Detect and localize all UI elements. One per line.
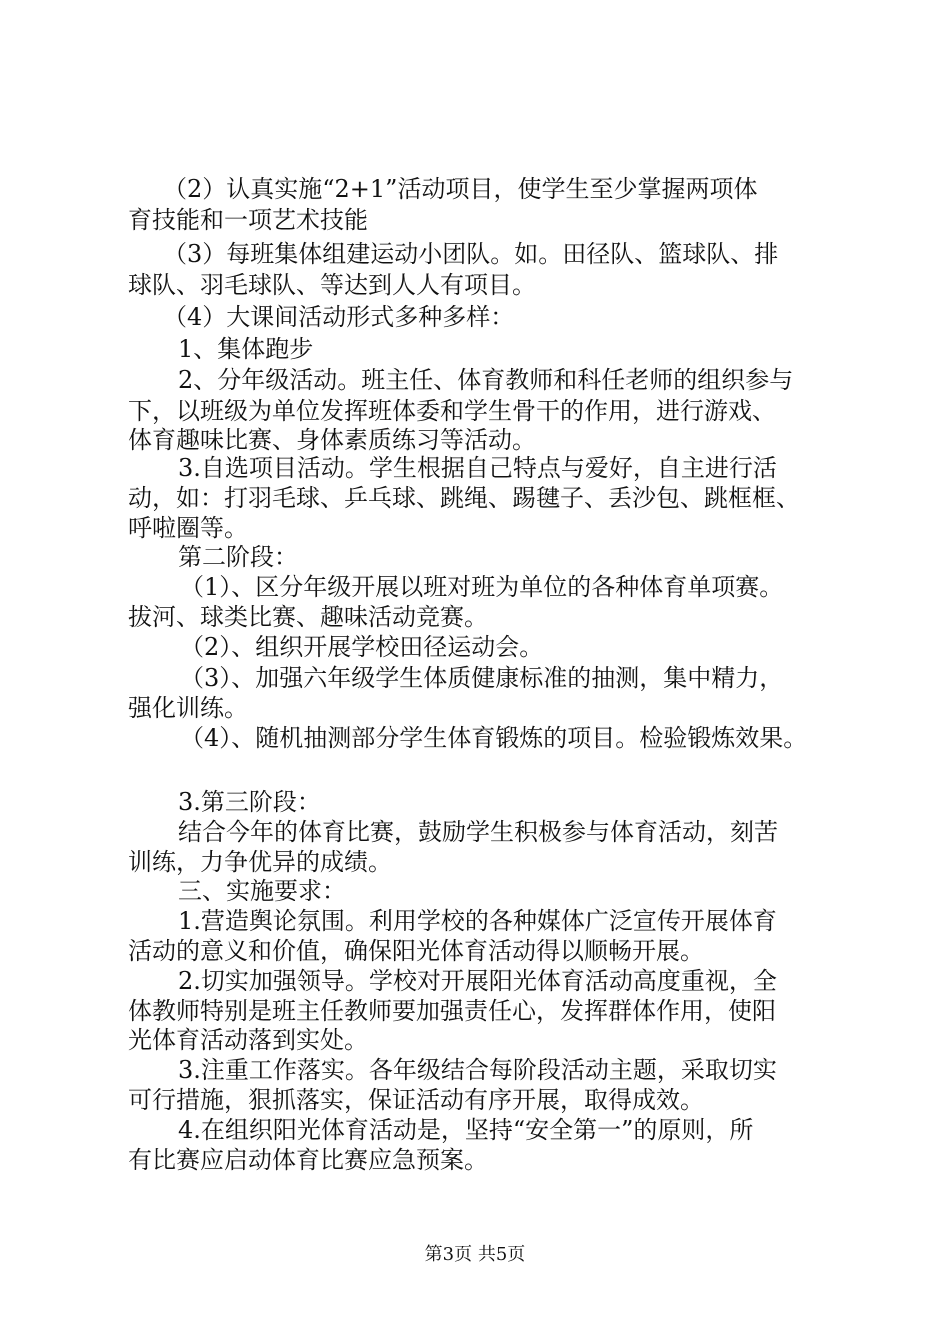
text-line: 可行措施，狠抓落实，保证活动有序开展，取得成效。	[128, 1086, 704, 1114]
text-line: 1.营造舆论氛围。利用学校的各种媒体广泛宣传开展体育	[178, 907, 777, 935]
text-line: 第二阶段：	[178, 543, 298, 571]
text-line: 动，如：打羽毛球、乒乓球、跳绳、踢毽子、丢沙包、跳框框、	[128, 484, 800, 512]
text-line: 3.第三阶段：	[178, 788, 321, 816]
text-line: 光体育活动落到实处。	[128, 1026, 368, 1054]
text-line: 球队、羽毛球队、等达到人人有项目。	[128, 271, 536, 299]
text-line: 2.切实加强领导。学校对开展阳光体育活动高度重视，全	[178, 967, 777, 995]
text-line: 3.自选项目活动。学生根据自己特点与爱好，自主进行活	[178, 454, 777, 482]
text-line: 2、分年级活动。班主任、体育教师和科任老师的组织参与	[178, 366, 794, 394]
text-line: （1）、区分年级开展以班对班为单位的各种体育单项赛。	[180, 573, 784, 601]
text-line: 下，以班级为单位发挥班体委和学生骨干的作用，进行游戏、	[128, 397, 776, 425]
text-line: 育技能和一项艺术技能	[128, 206, 368, 234]
text-line: （2）、组织开展学校田径运动会。	[180, 633, 544, 661]
text-line: 三、实施要求：	[178, 877, 346, 905]
page-number-footer: 第3页 共5页	[424, 1244, 526, 1265]
text-line: 结合今年的体育比赛，鼓励学生积极参与体育活动，刻苦	[178, 818, 778, 846]
text-line: （3）、加强六年级学生体质健康标准的抽测，集中精力，	[180, 664, 784, 692]
text-line: 体教师特别是班主任教师要加强责任心，发挥群体作用，使阳	[128, 997, 776, 1025]
text-line: 活动的意义和价值，确保阳光体育活动得以顺畅开展。	[128, 937, 704, 965]
text-line: 有比赛应启动体育比赛应急预案。	[128, 1146, 488, 1174]
text-line: 拔河、球类比赛、趣味活动竞赛。	[128, 603, 488, 631]
text-line: 1、集体跑步	[178, 335, 314, 363]
text-line: 强化训练。	[128, 694, 248, 722]
text-line: （4）、随机抽测部分学生体育锻炼的项目。检验锻炼效果。	[180, 724, 808, 752]
text-line: （2）认真实施“2+1”活动项目，使学生至少掌握两项体	[163, 175, 758, 203]
text-line: （3）每班集体组建运动小团队。如。田径队、篮球队、排	[163, 240, 779, 268]
text-line: 呼啦圈等。	[128, 514, 248, 542]
text-line: 3.注重工作落实。各年级结合每阶段活动主题，采取切实	[178, 1056, 777, 1084]
text-line: 体育趣味比赛、身体素质练习等活动。	[128, 426, 536, 454]
text-line: （4）大课间活动形式多种多样：	[163, 303, 515, 331]
text-line: 4.在组织阳光体育活动是，坚持“安全第一”的原则，所	[178, 1116, 754, 1144]
text-line: 训练，力争优异的成绩。	[128, 848, 392, 876]
